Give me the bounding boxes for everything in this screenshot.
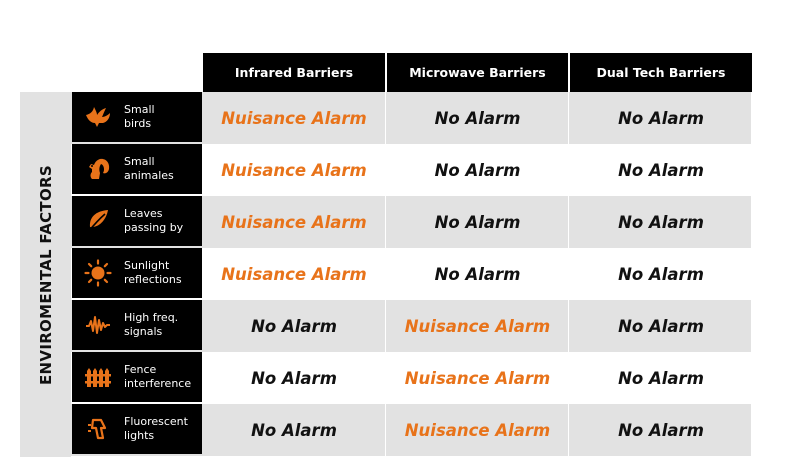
factor-label: Sunlight reflections	[124, 259, 182, 286]
squirrel-icon	[84, 155, 112, 183]
result-cell-infrared: Nuisance Alarm	[221, 212, 367, 232]
result-cell-microwave: Nuisance Alarm	[404, 420, 551, 440]
header-infrared: Infrared Barriers	[203, 53, 385, 92]
result-cell-dual-tech: No Alarm	[618, 160, 704, 180]
header-dual-tech: Dual Tech Barriers	[570, 53, 752, 92]
factor-cell	[72, 92, 202, 142]
result-cell-microwave: No Alarm	[434, 212, 521, 232]
column-divider	[568, 92, 569, 457]
table-row	[71, 92, 751, 144]
side-label: ENVIROMENTAL FACTORS	[36, 164, 55, 385]
leaf-icon	[84, 207, 112, 235]
bird-icon	[84, 103, 112, 131]
factor-label: Small birds	[124, 103, 155, 130]
result-cell-dual-tech: No Alarm	[618, 108, 704, 128]
table-row	[71, 404, 751, 456]
factor-cell	[72, 196, 202, 246]
result-cell-infrared: Nuisance Alarm	[221, 264, 367, 284]
factor-cell	[72, 300, 202, 350]
table-row	[71, 300, 751, 352]
table-row	[71, 248, 751, 300]
result-cell-dual-tech: No Alarm	[618, 264, 704, 284]
result-cell-dual-tech: No Alarm	[618, 420, 704, 440]
result-cell-infrared: Nuisance Alarm	[221, 108, 367, 128]
factor-label: Fluorescent lights	[124, 415, 188, 442]
header-microwave: Microwave Barriers	[387, 53, 568, 92]
factor-cell	[72, 352, 202, 402]
result-cell-infrared: Nuisance Alarm	[221, 160, 367, 180]
result-cell-microwave: Nuisance Alarm	[404, 316, 551, 336]
result-cell-microwave: No Alarm	[434, 160, 521, 180]
factor-label: Leaves passing by	[124, 207, 184, 234]
environmental-factors-sidebar	[20, 92, 71, 457]
signal-wave-icon	[84, 311, 112, 339]
factor-label: Fence interference	[124, 363, 192, 390]
result-cell-infrared: No Alarm	[251, 420, 337, 440]
table-row	[71, 196, 751, 248]
result-cell-dual-tech: No Alarm	[618, 316, 704, 336]
column-headers	[203, 53, 752, 92]
factor-cell	[72, 248, 202, 298]
result-cell-dual-tech: No Alarm	[618, 212, 704, 232]
sun-icon	[84, 259, 112, 287]
result-cell-microwave: Nuisance Alarm	[404, 368, 551, 388]
factor-label: High freq. signals	[124, 311, 179, 338]
column-divider	[385, 92, 386, 457]
comparison-table	[71, 92, 751, 456]
table-row	[71, 144, 751, 196]
factor-label: Small animales	[124, 155, 174, 182]
result-cell-microwave: No Alarm	[434, 108, 521, 128]
factor-cell	[72, 144, 202, 194]
fluorescent-lamp-icon	[84, 415, 112, 443]
result-cell-dual-tech: No Alarm	[618, 368, 704, 388]
table-row	[71, 352, 751, 404]
result-cell-infrared: No Alarm	[251, 316, 337, 336]
factor-cell	[72, 404, 202, 454]
result-cell-microwave: No Alarm	[434, 264, 521, 284]
fence-icon	[84, 363, 112, 391]
result-cell-infrared: No Alarm	[251, 368, 337, 388]
